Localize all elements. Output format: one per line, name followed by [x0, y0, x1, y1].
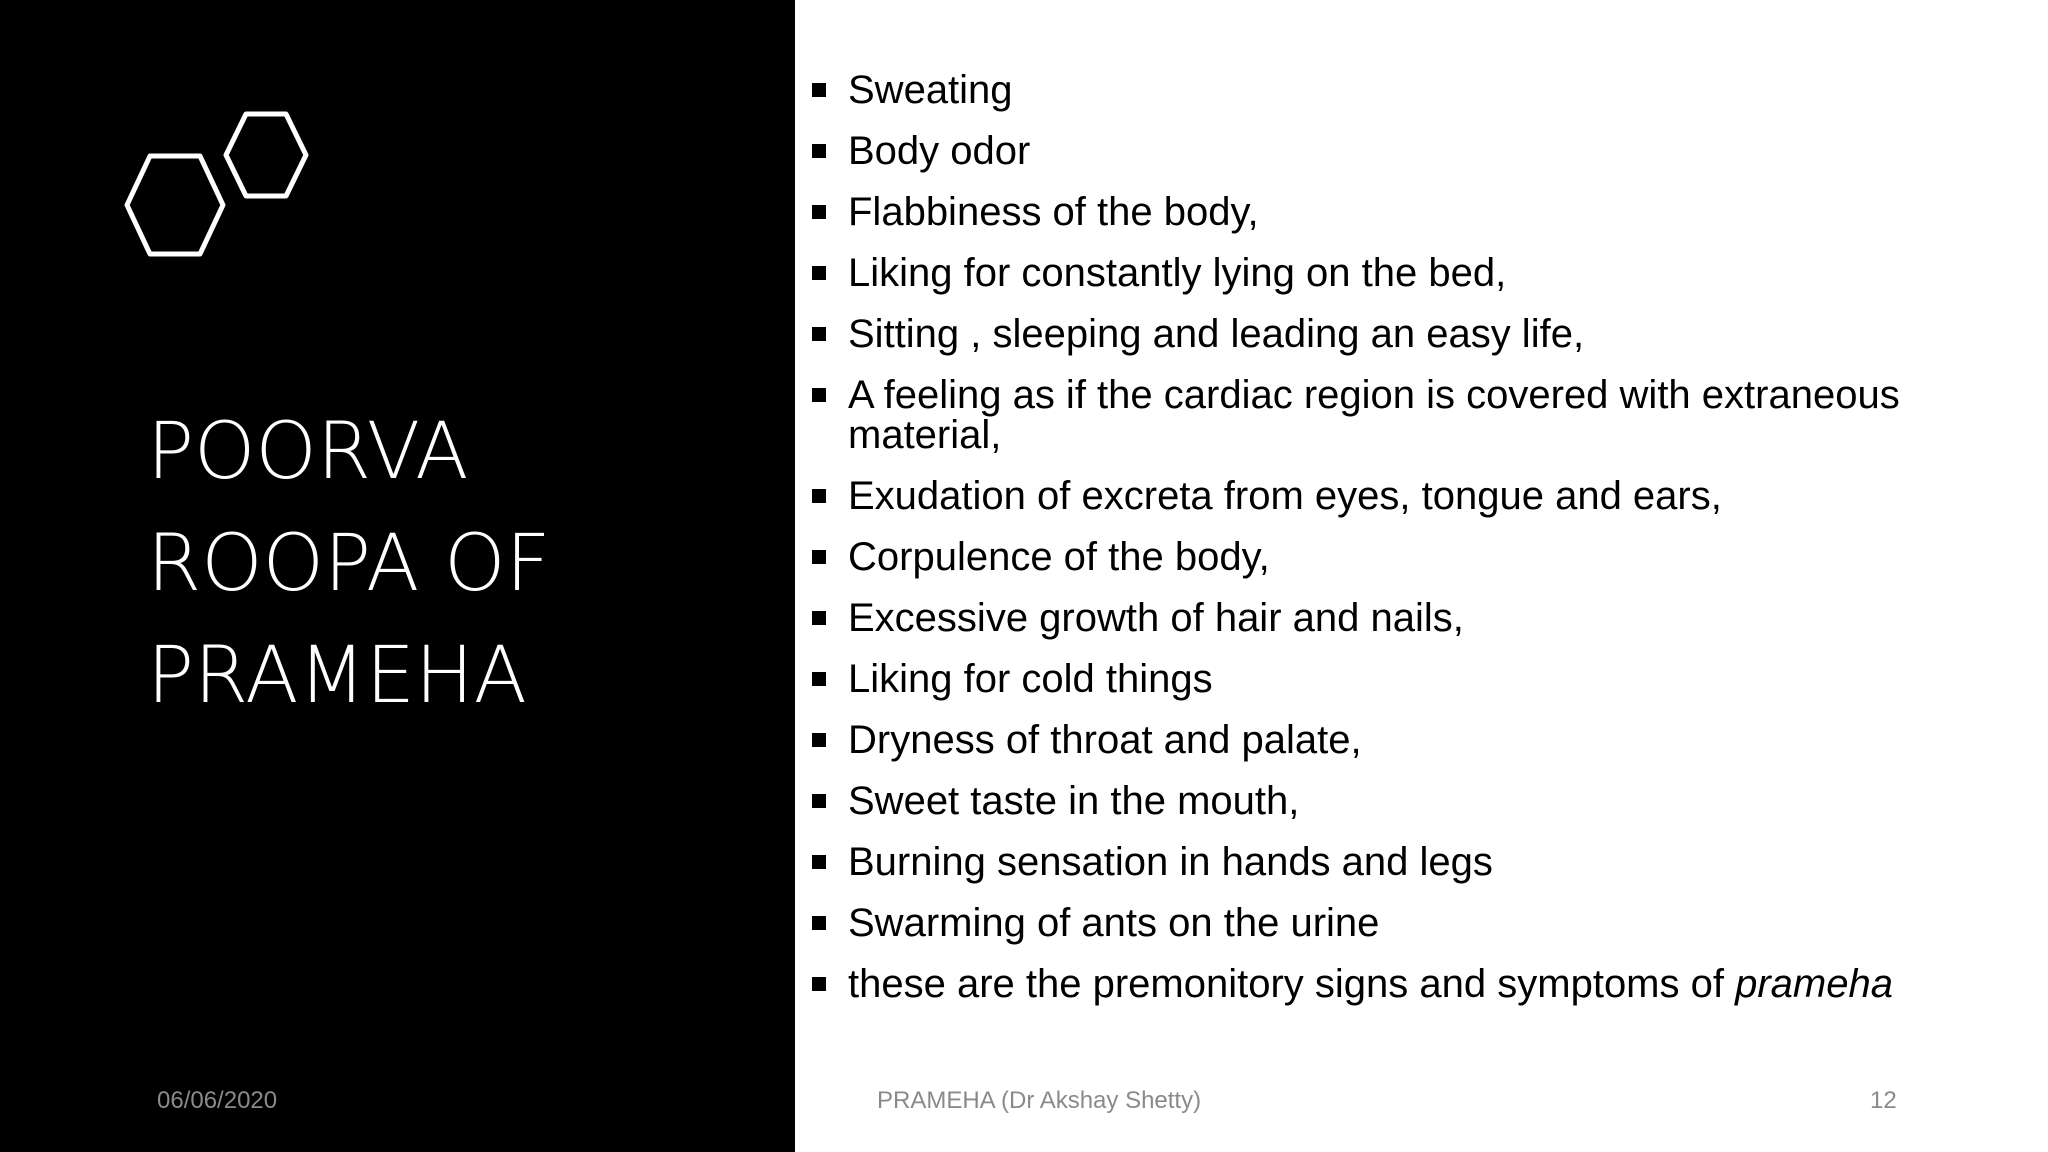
list-item-text: Dryness of throat and palate, [848, 718, 1362, 762]
list-item [812, 720, 2012, 760]
list-item [812, 253, 2012, 293]
bullet-square-icon [812, 83, 826, 97]
title-line-3: PRAMEHA [147, 631, 528, 721]
list-item [812, 70, 2012, 110]
bullet-square-icon [812, 266, 826, 280]
list-item [812, 842, 2012, 882]
title-line-1: POORVA [147, 407, 469, 497]
bullet-square-icon [812, 144, 826, 158]
list-item [812, 659, 2012, 699]
summary-text: these are the premonitory signs and symptoms of [848, 962, 1736, 1006]
symptom-list [812, 70, 2012, 1025]
footer-title: PRAMEHA (Dr Akshay Shetty) [877, 1087, 1202, 1114]
bullet-square-icon [812, 550, 826, 564]
list-item-text: Sweating [848, 68, 1013, 112]
list-item-text: Flabbiness of the body, [848, 190, 1259, 234]
bullet-square-icon [812, 388, 826, 402]
hexagon-large-icon [127, 156, 223, 254]
list-item [812, 476, 2012, 516]
bullet-square-icon [812, 916, 826, 930]
list-item-summary [812, 964, 2012, 1004]
bullet-square-icon [812, 489, 826, 503]
summary-emphasis: prameha [1735, 962, 1893, 1006]
title-line-2: ROOPA OF [147, 519, 551, 609]
list-item-text: Sweet taste in the mouth, [848, 779, 1300, 823]
list-item [812, 598, 2012, 638]
list-item [812, 314, 2012, 354]
footer-page-number: 12 [1870, 1087, 1897, 1114]
bullet-square-icon [812, 672, 826, 686]
list-item-text: Burning sensation in hands and legs [848, 840, 1493, 884]
list-item [812, 192, 2012, 232]
slide-title [147, 396, 767, 732]
list-item [812, 537, 2012, 577]
list-item [812, 903, 2012, 943]
list-item-text: Liking for constantly lying on the bed, [848, 251, 1507, 295]
list-item-text: Body odor [848, 129, 1031, 173]
bullet-square-icon [812, 327, 826, 341]
footer-date: 06/06/2020 [157, 1087, 278, 1114]
list-item [812, 131, 2012, 171]
bullet-square-icon [812, 794, 826, 808]
list-item-text: Sitting , sleeping and leading an easy life, [848, 312, 1585, 356]
hexagons-logo-icon [122, 108, 332, 268]
list-item-text: Swarming of ants on the urine [848, 901, 1380, 945]
list-item-text: Excessive growth of hair and nails, [848, 596, 1464, 640]
list-item-text: Exudation of excreta from eyes, tongue and ears, [848, 474, 1722, 518]
list-item-text: Corpulence of the body, [848, 535, 1270, 579]
bullet-square-icon [812, 855, 826, 869]
bullet-square-icon [812, 611, 826, 625]
list-item-text: Liking for cold things [848, 657, 1213, 701]
bullet-square-icon [812, 977, 826, 991]
bullet-square-icon [812, 733, 826, 747]
left-panel [0, 0, 795, 1152]
list-item [812, 781, 2012, 821]
list-item [812, 375, 2012, 455]
list-item-text: A feeling as if the cardiac region is covered with extraneous material, [848, 373, 1900, 457]
hexagon-small-icon [226, 114, 306, 196]
bullet-square-icon [812, 205, 826, 219]
